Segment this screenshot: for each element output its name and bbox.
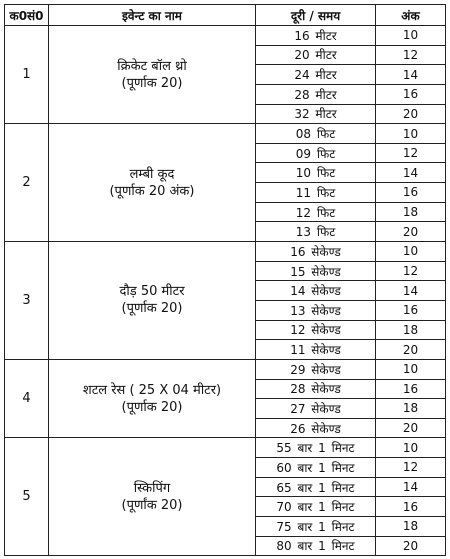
- distance-time-cell: 60 बार 1 मिनट: [256, 458, 376, 478]
- marks-cell: 10: [376, 438, 446, 458]
- event-name-cell: [49, 359, 256, 438]
- event-title: दौड़ 50 मीटर: [119, 284, 185, 300]
- marks-cell: 18: [376, 202, 446, 222]
- serial-number-cell: 4: [5, 359, 49, 438]
- distance-time-cell: 12 फिट: [256, 202, 376, 222]
- distance-time-cell: 26 सेकेण्ड: [256, 418, 376, 438]
- event-max-marks: (पूर्णाक 20): [121, 301, 183, 317]
- distance-time-cell: 08 फिट: [256, 124, 376, 144]
- table-header-row: [5, 5, 446, 26]
- distance-time-cell: 32 मीटर: [256, 104, 376, 124]
- distance-time-cell: 28 मीटर: [256, 84, 376, 104]
- marks-cell: 18: [376, 399, 446, 419]
- event-max-marks: (पूर्णाक 20): [121, 399, 183, 415]
- marks-cell: 16: [376, 300, 446, 320]
- event-title: क्रिकेट बॉल थ्रो: [117, 58, 187, 74]
- serial-number-cell: 2: [5, 124, 49, 242]
- distance-time-cell: 20 मीटर: [256, 45, 376, 65]
- marks-cell: 14: [376, 477, 446, 497]
- distance-time-cell: 13 सेकेण्ड: [256, 300, 376, 320]
- serial-number-cell: 1: [5, 26, 49, 124]
- distance-time-cell: 55 बार 1 मिनट: [256, 438, 376, 458]
- marks-cell: 10: [376, 359, 446, 379]
- distance-time-cell: 28 सेकेण्ड: [256, 379, 376, 399]
- distance-time-cell: 14 सेकेण्ड: [256, 281, 376, 301]
- serial-number-cell: 5: [5, 438, 49, 556]
- marks-cell: 10: [376, 124, 446, 144]
- marks-cell: 14: [376, 65, 446, 85]
- distance-time-cell: 29 सेकेण्ड: [256, 359, 376, 379]
- distance-time-cell: 11 सेकेण्ड: [256, 340, 376, 360]
- distance-time-cell: 75 बार 1 मिनट: [256, 517, 376, 537]
- marks-cell: 16: [376, 183, 446, 203]
- marks-cell: 20: [376, 222, 446, 242]
- marks-cell: 10: [376, 242, 446, 262]
- table-row: [5, 26, 446, 46]
- distance-time-cell: 70 बार 1 मिनट: [256, 497, 376, 517]
- header-event-name: इवेन्ट का नाम: [49, 5, 256, 26]
- event-max-marks: (पूर्णाक 20 अंक): [109, 183, 195, 199]
- table-row: [5, 242, 446, 262]
- distance-time-cell: 16 सेकेण्ड: [256, 242, 376, 262]
- event-max-marks: (पूर्णांक 20): [121, 497, 183, 513]
- marks-cell: 16: [376, 497, 446, 517]
- header-marks: अंक: [376, 5, 446, 26]
- distance-time-cell: 65 बार 1 मिनट: [256, 477, 376, 497]
- table-row: [5, 359, 446, 379]
- marks-cell: 16: [376, 84, 446, 104]
- marks-cell: 12: [376, 143, 446, 163]
- distance-time-cell: 09 फिट: [256, 143, 376, 163]
- marks-cell: 16: [376, 379, 446, 399]
- event-title: शटल रेस ( 25 X 04 मीटर): [82, 382, 222, 398]
- event-max-marks: (पूर्णाक 20): [121, 75, 183, 91]
- serial-number-cell: 3: [5, 242, 49, 360]
- header-distance-time: दूरी / समय: [256, 5, 376, 26]
- event-name-cell: [49, 242, 256, 360]
- distance-time-cell: 11 फिट: [256, 183, 376, 203]
- distance-time-cell: 13 फिट: [256, 222, 376, 242]
- header-serial-no: क0सं0: [5, 5, 49, 26]
- event-title: लम्बी कूद: [129, 166, 175, 182]
- marks-cell: 14: [376, 281, 446, 301]
- score-table-page: [4, 4, 445, 555]
- event-title: स्किपिंग: [133, 480, 171, 496]
- marks-cell: 14: [376, 163, 446, 183]
- distance-time-cell: 80 बार 1 मिनट: [256, 536, 376, 556]
- marks-cell: 10: [376, 26, 446, 46]
- event-score-table: [4, 4, 446, 556]
- marks-cell: 18: [376, 320, 446, 340]
- marks-cell: 20: [376, 536, 446, 556]
- marks-cell: 20: [376, 340, 446, 360]
- distance-time-cell: 24 मीटर: [256, 65, 376, 85]
- marks-cell: 12: [376, 458, 446, 478]
- table-row: [5, 124, 446, 144]
- distance-time-cell: 27 सेकेण्ड: [256, 399, 376, 419]
- distance-time-cell: 16 मीटर: [256, 26, 376, 46]
- distance-time-cell: 15 सेकेण्ड: [256, 261, 376, 281]
- event-name-cell: [49, 438, 256, 556]
- event-name-cell: [49, 124, 256, 242]
- marks-cell: 20: [376, 104, 446, 124]
- marks-cell: 12: [376, 261, 446, 281]
- distance-time-cell: 10 फिट: [256, 163, 376, 183]
- table-row: [5, 438, 446, 458]
- marks-cell: 20: [376, 418, 446, 438]
- event-name-cell: [49, 26, 256, 124]
- table-body: [5, 26, 446, 556]
- marks-cell: 18: [376, 517, 446, 537]
- distance-time-cell: 12 सेकेण्ड: [256, 320, 376, 340]
- marks-cell: 12: [376, 45, 446, 65]
